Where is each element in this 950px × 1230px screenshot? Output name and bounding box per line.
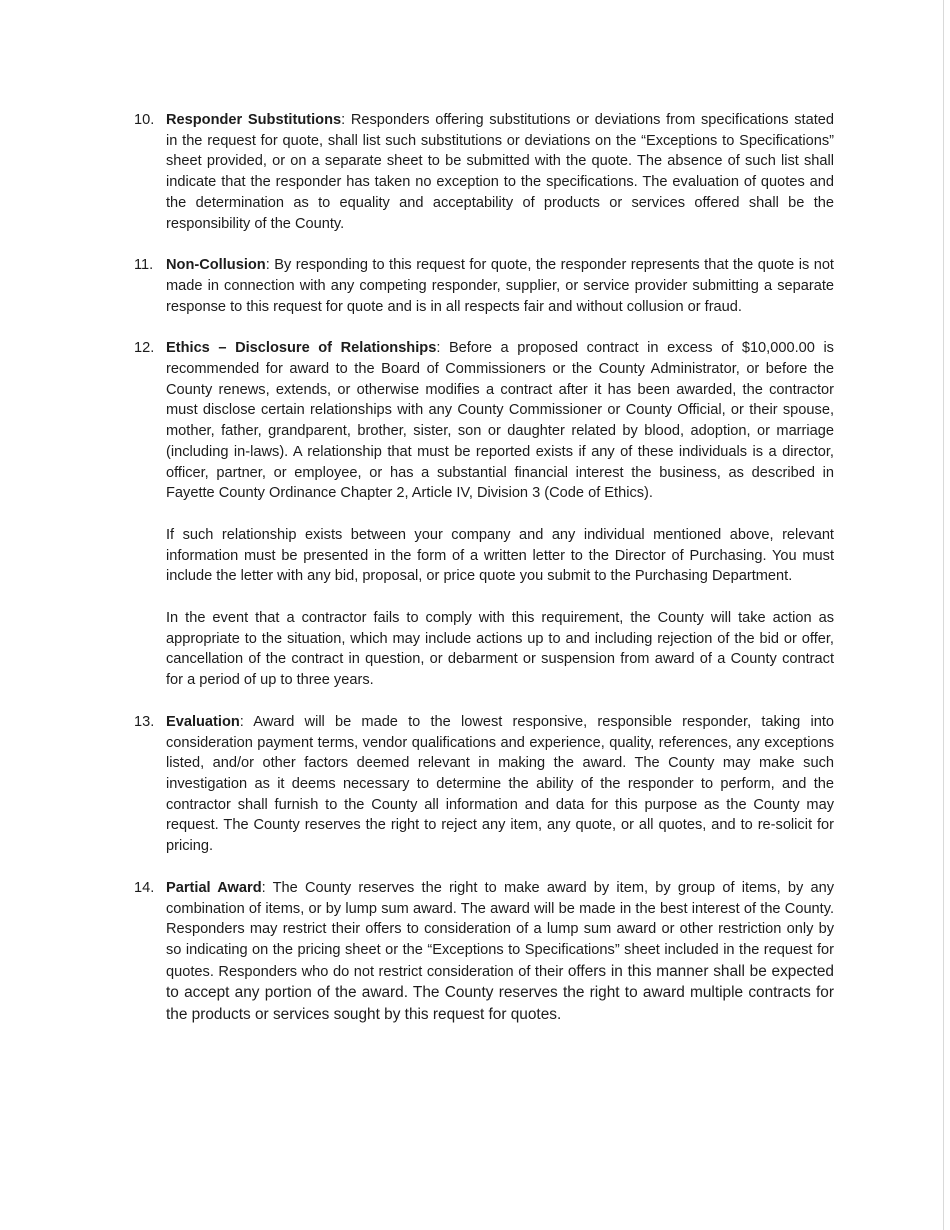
item-text: : Award will be made to the lowest responsive, responsible responder, taking into consideration payment terms, vendor qualifications and experience, quality, references, any exceptions listed, and/or other factors deemed relevant in making the award. The County may make such investigation as it deems necessary to determine the ability of the responder to perform, and the contractor shall furnish to the County all information and data for this purpose as the County may request. The County reserves the right to reject any item, any quote, or all quotes, and to re-solicit for pricing. xyxy=(166,713,834,855)
item-paragraph xyxy=(166,712,834,857)
item-number: 11. xyxy=(134,257,154,274)
item-paragraph xyxy=(166,110,834,234)
item-number: 13. xyxy=(134,713,155,730)
item-heading: Responder Substitutions xyxy=(166,112,342,128)
item-text: : Responders offering substitutions or deviations from specifications stated in the request for quote, shall list such substitutions or deviations on the “Exceptions to Specifications” sheet provided, or on a separate sheet to be submitted with the quote. The absence of such list shall indicate that the responder has taken no exception to the specifications. The evaluation of quotes and the determination as to equality and acceptability of products or services offered shall be the responsibility of the County. xyxy=(166,112,834,232)
item-heading: Evaluation xyxy=(166,713,240,730)
item-heading: Ethics – Disclosure of Relationships xyxy=(166,340,437,357)
item-sub-paragraph: If such relationship exists between your company and any individual mentioned above, relevant information must be presented in the form of a written letter to the Director of Purchasing. You must include the letter with any bid, proposal, or price quote you submit to the Purchasing Department. xyxy=(166,526,834,585)
item-text: : The County reserves the right to make award by item, by group of items, by any combination of items, or by lump sum award. The award will be made in the best interest of the County. Responders may restrict their offers to consideration of a lump sum award or other restriction only by so indicating on the pricing sheet or the “Exceptions to Specifications” sheet included in the request for quotes. Responders who do not restrict consideration of their xyxy=(166,879,834,980)
item-paragraph xyxy=(166,878,834,1026)
item-paragraph xyxy=(166,255,834,317)
list-item-13 xyxy=(134,712,834,857)
item-text-tail: offers in this manner shall be expected to accept any portion of the award. The County reserves the right to award multiple contracts for the products or services sought by this request for quotes. xyxy=(166,962,834,1024)
list-item-12 xyxy=(134,338,834,691)
item-text: : By responding to this request for quote, the responder represents that the quote is not made in connection with any competing responder, supplier, or service provider submitting a separate response to this request for quote and is in all respects fair and without collusion or fraud. xyxy=(166,257,834,315)
terms-list xyxy=(134,110,834,1047)
item-heading: Partial Award xyxy=(166,879,262,896)
item-text: : Before a proposed contract in excess of $10,000.00 is recommended for award to the Board of Commissioners or the County Administrator, or before the County renews, extends, or otherwise modifies a contract after it has been awarded, the contractor must disclose certain relationships with any County Commissioner or County Official, or their spouse, mother, father, grandparent, brother, sister, son or daughter related by blood, adoption, or marriage (including in-laws). A relationship that must be reported exists if any of these individuals is a director, officer, partner, or employee, or has a substantial financial interest the business, as described in Fayette County Ordinance Chapter 2, Article IV, Division 3 (Code of Ethics). xyxy=(166,340,834,502)
item-paragraph xyxy=(166,338,834,504)
page-edge-line xyxy=(943,0,944,1230)
list-item-11 xyxy=(134,255,834,317)
list-item-10 xyxy=(134,110,834,234)
item-number: 10. xyxy=(134,112,155,128)
list-item-14 xyxy=(134,878,834,1026)
item-number: 12. xyxy=(134,340,155,357)
item-heading: Non-Collusion xyxy=(166,257,266,274)
item-number: 14. xyxy=(134,879,155,896)
item-sub-paragraph: In the event that a contractor fails to comply with this requirement, the County will take action as appropriate to the situation, which may include actions up to and including rejection of the bid or offer, cancellation of the contract in question, or debarment or suspension from award of a County contract for a period of up to three years. xyxy=(166,610,834,689)
